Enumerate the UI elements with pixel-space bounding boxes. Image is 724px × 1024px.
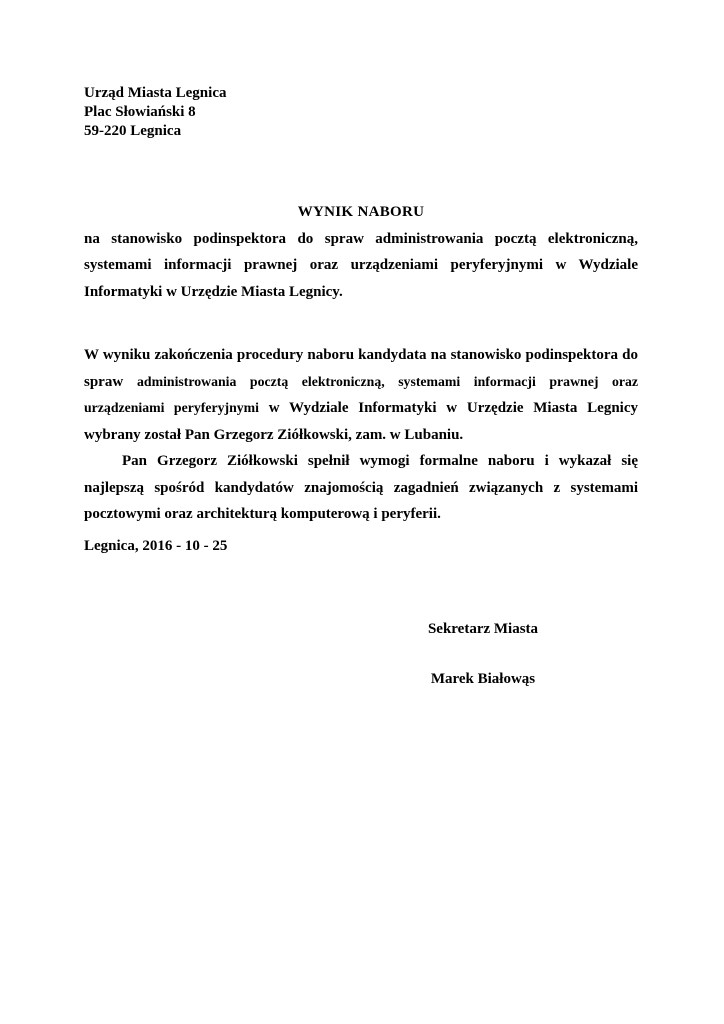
date-line: Legnica, 2016 - 10 - 25 <box>84 538 228 554</box>
signature-block <box>358 616 608 693</box>
body-paragraph <box>84 342 638 449</box>
document-title: WYNIK NABORU <box>297 204 425 220</box>
title-and-intro-block <box>84 199 638 306</box>
signature-role: Sekretarz Miasta <box>427 621 539 637</box>
body-paragraph-part3: w Wydziale Informatyki w Urzędzie Miasta Legnicy wybrany został Pan Grzegorz Ziółkowski, zam. w Lubaniu. <box>84 400 639 444</box>
sender-address <box>84 84 226 141</box>
intro-paragraph: na stanowisko podinspektora do spraw administrowania pocztą elektroniczną, systemami informacji prawnej oraz urządzeniami peryferyjnymi w Wydziale Informatyki w Urzędzie Miasta Legnicy. <box>84 230 638 301</box>
signature-name: Marek Białowąs <box>430 671 536 687</box>
sender-line-2: Plac Słowiański 8 <box>84 104 196 120</box>
body-paragraph-part1: W wyniku zakończenia procedury naboru kandydata na stanowisko podinspektora do spraw <box>84 347 638 390</box>
body-paragraph-part2-small: administrowania pocztą elektroniczną, systemami informacji prawnej oraz urządzeniami peryferyjnymi <box>84 373 638 416</box>
sender-line-3: 59-220 Legnica <box>84 123 182 139</box>
sender-line-1: Urząd Miasta Legnica <box>84 85 227 101</box>
closing-paragraph: Pan Grzegorz Ziółkowski spełnił wymogi formalne naboru i wykazał się najlepszą spośród kandydatów znajomością zagadnień związanych z systemami pocztowymi oraz architekturą komputerową i peryferii. <box>84 453 638 523</box>
